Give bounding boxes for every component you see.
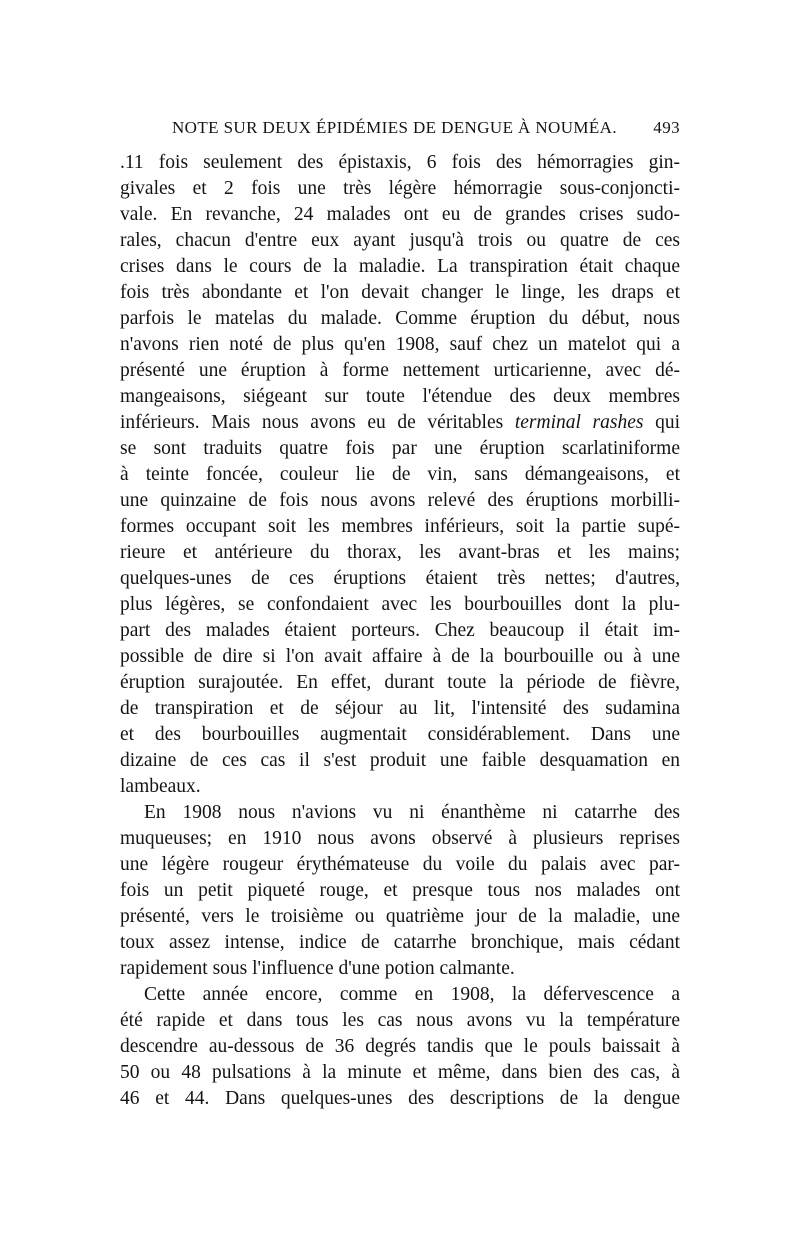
text-line: présenté une éruption à forme nettement urticarienne, avec dé- [120, 360, 680, 381]
paragraph-3 [120, 982, 680, 1112]
text-line: 50 ou 48 pulsations à la minute et même, dans bien des cas, à [120, 1062, 680, 1083]
text-line: crises dans le cours de la maladie. La transpiration était chaque [120, 256, 680, 277]
text-line: descendre au-dessous de 36 degrés tandis que le pouls baissait à [120, 1036, 680, 1057]
text-line: muqueuses; en 1910 nous avons observé à plusieurs reprises [120, 828, 680, 849]
text-line: rales, chacun d'entre eux ayant jusqu'à trois ou quatre de ces [120, 230, 680, 251]
text-segment: inférieurs. Mais nous avons eu de véritables [120, 412, 515, 433]
text-line: de transpiration et de séjour au lit, l'intensité des sudamina [120, 698, 680, 719]
text-line: fois très abondante et l'on devait changer le linge, les draps et [120, 282, 680, 303]
text-line: rapidement sous l'influence d'une potion calmante. [120, 958, 515, 979]
text-line: plus légères, se confondaient avec les bourbouilles dont la plu- [120, 594, 680, 615]
text-line: éruption surajoutée. En effet, durant toute la période de fièvre, [120, 672, 680, 693]
text-line: En 1908 nous n'avions vu ni énanthème ni catarrhe des [144, 802, 680, 823]
text-line: 46 et 44. Dans quelques-unes des descriptions de la dengue [120, 1088, 680, 1109]
text-line: parfois le matelas du malade. Comme éruption du début, nous [120, 308, 680, 329]
text-line: toux assez intense, indice de catarrhe bronchique, mais cédant [120, 932, 680, 953]
text-line: à teinte foncée, couleur lie de vin, sans démangeaisons, et [120, 464, 680, 485]
body-text [120, 150, 680, 1112]
text-line: présenté, vers le troisième ou quatrième jour de la maladie, une [120, 906, 680, 927]
text-line: givales et 2 fois une très légère hémorragie sous-conjoncti- [120, 178, 680, 199]
text-line: fois un petit piqueté rouge, et presque tous nos malades ont [120, 880, 680, 901]
text-line: se sont traduits quatre fois par une éruption scarlatiniforme [120, 438, 680, 459]
text-line: .11 fois seulement des épistaxis, 6 fois des hémorragies gin- [120, 152, 680, 173]
text-line: possible de dire si l'on avait affaire à de la bourbouille ou à une [120, 646, 680, 667]
running-head-title: NOTE SUR DEUX ÉPIDÉMIES DE DENGUE À NOUMÉA. [172, 118, 618, 137]
text-line: dizaine de ces cas il s'est produit une faible desquamation en [120, 750, 680, 771]
text-line: n'avons rien noté de plus qu'en 1908, sauf chez un matelot qui a [120, 334, 680, 355]
text-line: été rapide et dans tous les cas nous avons vu la température [120, 1010, 680, 1031]
text-line-with-italic [120, 410, 680, 436]
paragraph-1 [120, 150, 680, 800]
text-line: rieure et antérieure du thorax, les avant-bras et les mains; [120, 542, 680, 563]
text-line: mangeaisons, siégeant sur toute l'étendue des deux membres [120, 386, 680, 407]
text-line: formes occupant soit les membres inférieurs, soit la partie supé- [120, 516, 680, 537]
text-line: une quinzaine de fois nous avons relevé des éruptions morbilli- [120, 490, 680, 511]
text-line: part des malades étaient porteurs. Chez beaucoup il était im- [120, 620, 680, 641]
text-line: Cette année encore, comme en 1908, la défervescence a [144, 984, 680, 1005]
page-number: 493 [653, 118, 680, 137]
text-line: quelques-unes de ces éruptions étaient très nettes; d'autres, [120, 568, 680, 589]
paragraph-2 [120, 800, 680, 982]
text-line: une légère rougeur érythémateuse du voile du palais avec par- [120, 854, 680, 875]
text-line: vale. En revanche, 24 malades ont eu de grandes crises sudo- [120, 204, 680, 225]
text-line: et des bourbouilles augmentait considérablement. Dans une [120, 724, 680, 745]
running-head [120, 118, 680, 142]
text-line: lambeaux. [120, 776, 201, 797]
text-segment: qui [643, 412, 681, 433]
italic-phrase: terminal rashes [514, 412, 644, 433]
